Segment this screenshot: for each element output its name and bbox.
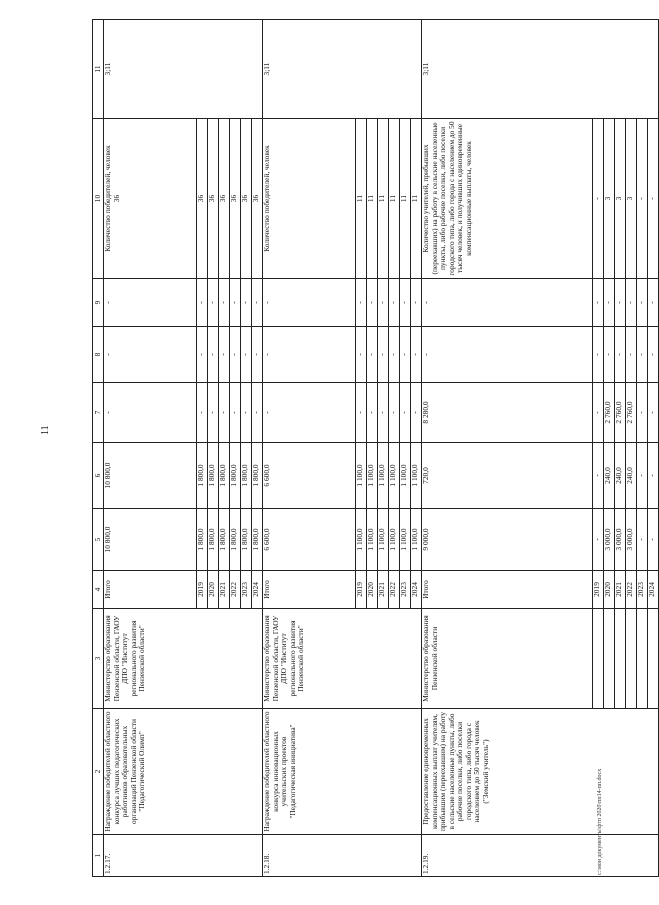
value-cell: 1 800,0 — [230, 443, 241, 509]
indicator-cell — [104, 119, 197, 279]
value-cell: - — [104, 327, 197, 383]
value-cell: 3 000,0 — [604, 509, 615, 571]
value-cell: - — [356, 279, 367, 327]
indicator-value: 36 — [219, 119, 230, 279]
indicator-value: 36 — [111, 194, 121, 203]
value-cell: - — [593, 327, 604, 383]
empty-cell — [648, 609, 659, 709]
header-cell: 6 — [93, 443, 104, 509]
indicator-value: 11 — [411, 119, 422, 279]
value-cell: - — [241, 327, 252, 383]
footer-file-path: c:\мои документы\фтп 2020\пп14-пп.docx — [597, 768, 603, 875]
indicator-cell: Количество победителей, человек — [263, 119, 356, 279]
value-cell: - — [241, 383, 252, 443]
program-table — [92, 19, 659, 877]
value-cell: - — [648, 443, 659, 509]
value-cell: - — [400, 383, 411, 443]
value-cell: - — [252, 383, 263, 443]
year-cell: 2024 — [411, 571, 422, 609]
table-row — [104, 20, 197, 877]
value-cell: - — [626, 327, 637, 383]
indicator-value: 36 — [230, 119, 241, 279]
value-cell: 1 100,0 — [389, 509, 400, 571]
indicator-value: 36 — [197, 119, 208, 279]
value-cell: - — [367, 327, 378, 383]
value-cell: 6 600,0 — [263, 443, 356, 509]
value-cell: - — [593, 509, 604, 571]
indicator-value: 3 — [604, 119, 615, 279]
year-cell: 2021 — [378, 571, 389, 609]
value-cell: - — [400, 279, 411, 327]
value-cell: - — [208, 327, 219, 383]
empty-cell — [593, 609, 604, 709]
value-cell: - — [219, 383, 230, 443]
value-cell: - — [648, 383, 659, 443]
value-cell: - — [378, 383, 389, 443]
header-cell: 7 — [93, 383, 104, 443]
indicator-name: Количество победителей, человек — [103, 145, 112, 252]
value-cell: - — [411, 279, 422, 327]
year-cell: 2022 — [230, 571, 241, 609]
header-cell: 2 — [93, 709, 104, 835]
value-cell: - — [263, 327, 356, 383]
term-cell: 3;11 — [263, 20, 422, 119]
value-cell: 1 100,0 — [356, 509, 367, 571]
value-cell: 1 800,0 — [197, 509, 208, 571]
value-cell: - — [263, 383, 356, 443]
value-cell: - — [197, 383, 208, 443]
indicator-value: - — [648, 119, 659, 279]
value-cell: - — [263, 279, 356, 327]
value-cell: 240,0 — [626, 443, 637, 509]
item-number: 1.2.17. — [104, 835, 263, 877]
year-cell: Итого — [104, 571, 197, 609]
value-cell: 1 100,0 — [400, 509, 411, 571]
value-cell: - — [593, 279, 604, 327]
value-cell: - — [197, 279, 208, 327]
year-cell: 2021 — [219, 571, 230, 609]
empty-cell — [615, 609, 626, 709]
year-cell: 2023 — [637, 571, 648, 609]
value-cell: 240,0 — [615, 443, 626, 509]
value-cell: - — [604, 279, 615, 327]
value-cell: 2 760,0 — [626, 383, 637, 443]
item-name: Награждение победителей областного конкурса инновационных учительских проектов "Педагогическая инициатива" — [263, 709, 422, 835]
indicator-value: 36 — [252, 119, 263, 279]
page-number: 11 — [40, 425, 51, 435]
indicator-value: 11 — [378, 119, 389, 279]
value-cell: - — [208, 279, 219, 327]
value-cell: 720,0 — [422, 443, 593, 509]
value-cell: - — [356, 327, 367, 383]
year-cell: 2022 — [389, 571, 400, 609]
indicator-cell: Количество учителей, прибывших (переехавших) на работу в сельские населенные пункты, либо рабочие поселки, либо поселки городского типа, либо города с населением до 50 тысяч человек, и получивших единовременные компенсационные выплаты, человек — [422, 119, 593, 279]
indicator-value: - — [593, 119, 604, 279]
value-cell: 1 800,0 — [219, 509, 230, 571]
table-row — [263, 20, 356, 877]
year-cell: 2023 — [241, 571, 252, 609]
header-cell: 11 — [93, 20, 104, 119]
header-cell: 9 — [93, 279, 104, 327]
value-cell: 3 000,0 — [626, 509, 637, 571]
value-cell: - — [389, 327, 400, 383]
value-cell: - — [411, 327, 422, 383]
year-cell: Итого — [263, 571, 356, 609]
value-cell: 1 100,0 — [356, 443, 367, 509]
value-cell: 1 100,0 — [389, 443, 400, 509]
value-cell: 10 800,0 — [104, 443, 197, 509]
value-cell: - — [422, 279, 593, 327]
year-cell: Итого — [422, 571, 593, 609]
empty-cell — [626, 609, 637, 709]
value-cell: - — [626, 279, 637, 327]
value-cell: 1 100,0 — [378, 509, 389, 571]
value-cell: 1 800,0 — [208, 443, 219, 509]
value-cell: 10 800,0 — [104, 509, 197, 571]
value-cell: - — [367, 383, 378, 443]
value-cell: 9 000,0 — [422, 509, 593, 571]
value-cell: 1 100,0 — [367, 443, 378, 509]
value-cell: 1 100,0 — [367, 509, 378, 571]
value-cell: - — [637, 279, 648, 327]
value-cell: - — [241, 279, 252, 327]
value-cell: 3 000,0 — [615, 509, 626, 571]
value-cell: - — [593, 383, 604, 443]
term-cell: 3;11 — [104, 20, 263, 119]
table-row — [422, 20, 593, 877]
value-cell: 1 800,0 — [241, 443, 252, 509]
value-cell: - — [230, 279, 241, 327]
item-number: 1.2.18. — [263, 835, 422, 877]
value-cell: - — [648, 327, 659, 383]
header-cell: 3 — [93, 609, 104, 709]
value-cell: 6 600,0 — [263, 509, 356, 571]
value-cell: 2 760,0 — [604, 383, 615, 443]
indicator-value: 11 — [356, 119, 367, 279]
value-cell: - — [378, 327, 389, 383]
value-cell: 1 800,0 — [219, 443, 230, 509]
value-cell: - — [411, 383, 422, 443]
header-row — [93, 20, 104, 877]
year-cell: 2019 — [593, 571, 604, 609]
indicator-value: 11 — [389, 119, 400, 279]
value-cell: - — [604, 327, 615, 383]
value-cell: 1 100,0 — [411, 443, 422, 509]
value-cell: - — [637, 327, 648, 383]
value-cell: - — [356, 383, 367, 443]
year-cell: 2021 — [615, 571, 626, 609]
value-cell: - — [637, 383, 648, 443]
value-cell: - — [219, 279, 230, 327]
value-cell: 1 100,0 — [378, 443, 389, 509]
value-cell: 1 800,0 — [252, 443, 263, 509]
indicator-value: 11 — [367, 119, 378, 279]
value-cell: 1 100,0 — [411, 509, 422, 571]
indicator-value: 11 — [400, 119, 411, 279]
year-cell: 2020 — [604, 571, 615, 609]
value-cell: - — [252, 327, 263, 383]
value-cell: - — [104, 279, 197, 327]
header-cell: 5 — [93, 509, 104, 571]
value-cell: 1 800,0 — [241, 509, 252, 571]
value-cell: 240,0 — [604, 443, 615, 509]
value-cell: - — [197, 327, 208, 383]
value-cell: - — [637, 443, 648, 509]
item-name: Предоставление единовременных компенсационных выплат учителям, прибывшим (переехавшим) на работу в сельские населенные пункты, либо рабочие поселки, либо поселки городского типа, либо города с населением до 50 тысяч человек ("Земский учитель") — [422, 709, 659, 835]
year-cell: 2019 — [197, 571, 208, 609]
value-cell: 1 800,0 — [252, 509, 263, 571]
indicator-value: 36 — [208, 119, 219, 279]
value-cell: - — [593, 443, 604, 509]
year-cell: 2019 — [356, 571, 367, 609]
value-cell: - — [208, 383, 219, 443]
header-cell: 1 — [93, 835, 104, 877]
value-cell: - — [648, 509, 659, 571]
value-cell: - — [367, 279, 378, 327]
year-cell: 2023 — [400, 571, 411, 609]
term-cell: 3;11 — [422, 20, 659, 119]
value-cell: - — [400, 327, 411, 383]
value-cell: - — [615, 279, 626, 327]
item-executor: Министерство образования Пензенской области — [422, 609, 593, 709]
value-cell: 1 800,0 — [230, 509, 241, 571]
value-cell: - — [637, 509, 648, 571]
indicator-value: - — [637, 119, 648, 279]
indicator-value: 3 — [615, 119, 626, 279]
value-cell: - — [230, 383, 241, 443]
year-cell: 2024 — [252, 571, 263, 609]
item-name: Награждение победителей областного конкурса лучших педагогических работников образовательных организаций Пензенской области "Педагогический Олимп" — [104, 709, 263, 835]
value-cell: - — [252, 279, 263, 327]
value-cell: - — [389, 279, 400, 327]
value-cell: - — [648, 279, 659, 327]
value-cell: 1 100,0 — [400, 443, 411, 509]
value-cell: 1 800,0 — [197, 443, 208, 509]
empty-cell — [604, 609, 615, 709]
header-cell: 10 — [93, 119, 104, 279]
value-cell: - — [104, 383, 197, 443]
value-cell: - — [230, 327, 241, 383]
header-cell: 8 — [93, 327, 104, 383]
value-cell: - — [615, 327, 626, 383]
year-cell: 2022 — [626, 571, 637, 609]
item-executor: Министерство образования Пензенской области, ГАОУ ДПО "Институт регионального развития Пензенской области" — [104, 609, 263, 709]
indicator-value: 36 — [241, 119, 252, 279]
item-executor: Министерство образования Пензенской области, ГАОУ ДПО "Институт регионального развития Пензенской области" — [263, 609, 422, 709]
indicator-value: 3 — [626, 119, 637, 279]
item-number: 1.2.19. — [422, 835, 659, 877]
year-cell: 2020 — [367, 571, 378, 609]
value-cell: - — [219, 327, 230, 383]
value-cell: - — [378, 279, 389, 327]
value-cell: - — [389, 383, 400, 443]
empty-cell — [637, 609, 648, 709]
year-cell: 2020 — [208, 571, 219, 609]
header-cell: 4 — [93, 571, 104, 609]
value-cell: 8 280,0 — [422, 383, 593, 443]
value-cell: 1 800,0 — [208, 509, 219, 571]
value-cell: 2 760,0 — [615, 383, 626, 443]
year-cell: 2024 — [648, 571, 659, 609]
value-cell: - — [422, 327, 593, 383]
